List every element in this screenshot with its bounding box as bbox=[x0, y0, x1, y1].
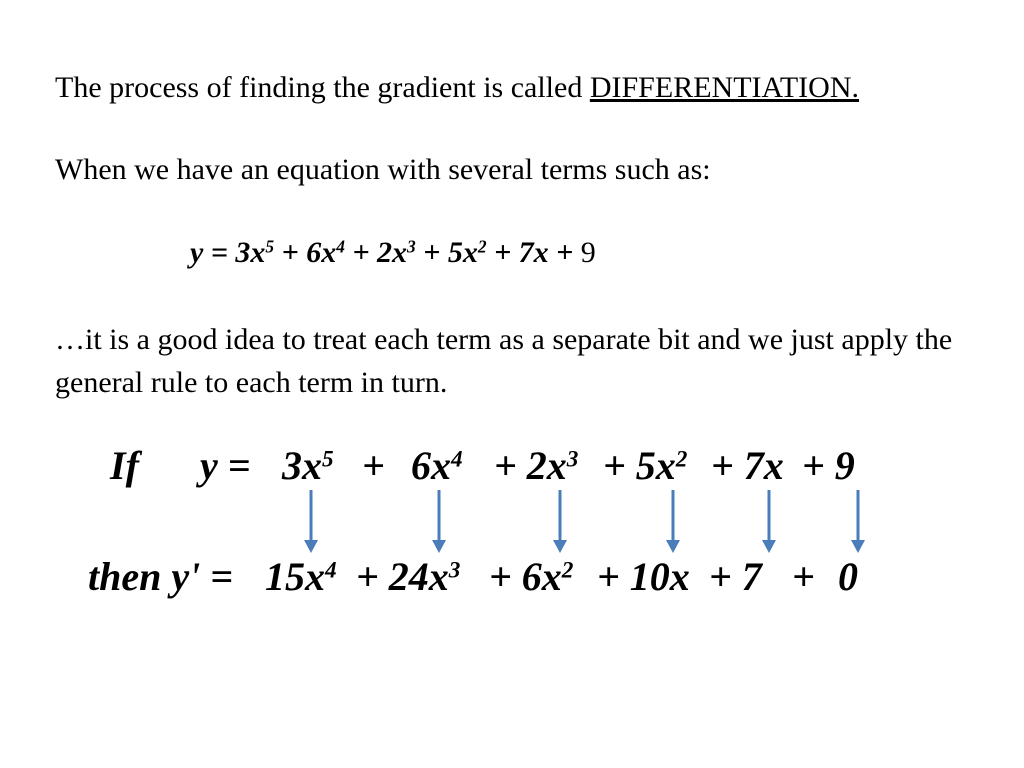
intro-text-lead: The process of finding the gradient is called bbox=[55, 71, 590, 104]
down-arrow-icon bbox=[762, 490, 776, 553]
then-term-1-base: 15x bbox=[265, 554, 325, 599]
if-term-4-exponent: 2 bbox=[675, 446, 688, 473]
eq-term-3-exponent: 3 bbox=[407, 236, 416, 257]
if-term-4-base: + 5x bbox=[603, 443, 676, 488]
if-term-3-exponent: 3 bbox=[566, 446, 579, 473]
explanation-text: …it is a good idea to treat each term as a separate bit and we just apply the general rule to each term in turn. bbox=[55, 323, 953, 399]
down-arrow-icon bbox=[553, 490, 567, 553]
if-term-2-exponent: 4 bbox=[451, 446, 463, 473]
then-term-3-base: + 6x bbox=[489, 554, 562, 599]
then-term-4: + 10x bbox=[597, 554, 690, 599]
eq-constant: 9 bbox=[580, 236, 596, 269]
if-term-5: + 7x bbox=[711, 443, 784, 488]
if-term-3-base: + 2x bbox=[494, 443, 567, 488]
eq-term-4-exponent: 2 bbox=[477, 236, 487, 257]
eq-plus: + bbox=[548, 236, 581, 269]
if-word: If bbox=[110, 443, 139, 488]
then-term-6: 0 bbox=[838, 554, 858, 599]
eq-term-5: 7x bbox=[518, 236, 549, 269]
question-text: When we have an equation with several terms such as: bbox=[55, 153, 711, 186]
eq-term-1-exponent: 5 bbox=[265, 236, 275, 257]
then-plus: + bbox=[792, 554, 815, 599]
if-constant: + 9 bbox=[802, 443, 855, 488]
differentiation-term: DIFFERENTIATION. bbox=[589, 71, 859, 104]
then-term-3 bbox=[489, 553, 573, 600]
down-arrow-icon bbox=[304, 490, 318, 553]
then-term-1-exponent: 4 bbox=[325, 557, 337, 584]
eq-term-2-exponent: 4 bbox=[336, 236, 345, 257]
if-term-2-base: 6x bbox=[411, 443, 451, 488]
eq-plus: + bbox=[274, 236, 307, 269]
down-arrow-icon bbox=[432, 490, 446, 553]
then-term-1 bbox=[265, 553, 337, 600]
then-lhs: then y' = bbox=[88, 554, 234, 599]
if-lhs: y = bbox=[200, 443, 251, 488]
then-term-2 bbox=[356, 553, 460, 600]
eq-term-3: 2x bbox=[377, 236, 408, 269]
then-term-2-exponent: 3 bbox=[448, 557, 461, 584]
eq-term-4: 5x bbox=[447, 236, 478, 269]
down-arrow-icon bbox=[666, 490, 680, 553]
eq-plus: + bbox=[486, 236, 519, 269]
then-term-5: + 7 bbox=[709, 554, 762, 599]
eq-plus: + bbox=[344, 236, 378, 269]
if-term-1-exponent: 5 bbox=[322, 446, 334, 473]
eq-term-2: 6x bbox=[306, 236, 337, 269]
eq-lhs: y = bbox=[190, 236, 236, 269]
then-equation-row bbox=[0, 553, 1024, 603]
eq-term-1: 3x bbox=[235, 236, 266, 269]
down-arrow-icon bbox=[851, 490, 865, 553]
then-term-2-base: + 24x bbox=[356, 554, 449, 599]
then-term-3-exponent: 2 bbox=[561, 557, 574, 584]
eq-plus: + bbox=[415, 236, 448, 269]
if-term-1-base: 3x bbox=[282, 443, 322, 488]
if-plus: + bbox=[362, 443, 385, 488]
